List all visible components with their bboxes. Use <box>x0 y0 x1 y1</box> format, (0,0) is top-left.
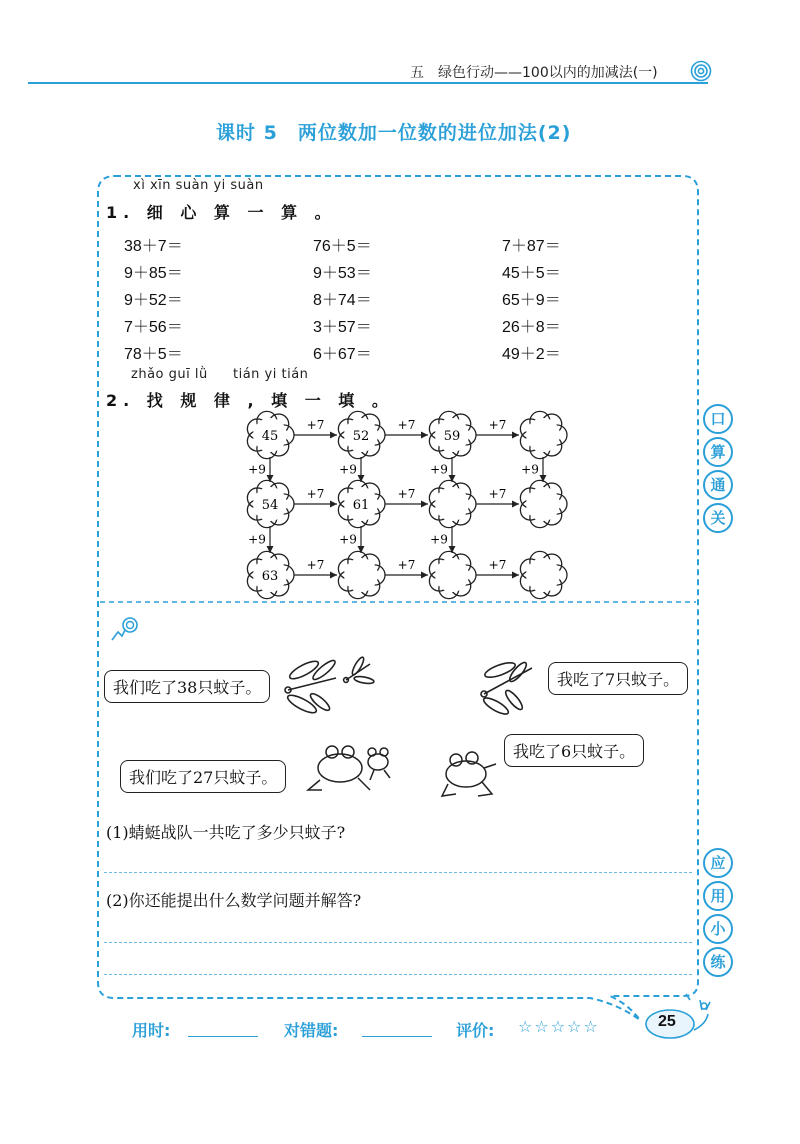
answer-line[interactable] <box>104 872 692 873</box>
step-label-v: +9 <box>430 462 448 477</box>
equation: 6＋67＝ <box>313 346 372 363</box>
time-label: 用时: <box>132 1021 171 1040</box>
step-arrow-h-head <box>330 572 337 579</box>
answer-line[interactable] <box>104 974 692 975</box>
errors-blank[interactable] <box>362 1036 432 1037</box>
dragonfly-group-icon <box>280 656 380 720</box>
errors-label: 对错题: <box>284 1021 339 1040</box>
frog-group-icon <box>300 740 396 798</box>
step-arrow-h-head <box>512 432 519 439</box>
step-label-v: +9 <box>248 532 266 547</box>
equation: 8＋74＝ <box>313 292 372 309</box>
chapter-header: 五 绿色行动——100以内的加减法(一) <box>410 65 658 81</box>
flower-value: 52 <box>352 429 370 444</box>
step-arrow-h-head <box>421 572 428 579</box>
equation: 7＋56＝ <box>124 319 183 336</box>
step-label-v: +9 <box>248 462 266 477</box>
equation: 38＋7＝ <box>124 238 183 255</box>
side-tab-char: 练 <box>703 947 733 977</box>
rating-stars[interactable]: ☆☆☆☆☆ <box>518 1017 600 1036</box>
equation: 3＋57＝ <box>313 319 372 336</box>
equation: 76＋5＝ <box>313 238 372 255</box>
rating-label: 评价: <box>456 1021 495 1040</box>
flower-cell[interactable] <box>520 411 567 458</box>
page-number: 25 <box>658 1013 676 1030</box>
speech-bubble: 我吃了6只蚊子。 <box>504 734 644 767</box>
flower-cell[interactable] <box>338 551 385 598</box>
section1-pinyin: xì xīn suàn yi suàn <box>133 178 264 193</box>
flower-cell[interactable] <box>520 551 567 598</box>
frog-icon <box>438 748 500 804</box>
question-2: (2)你还能提出什么数学问题并解答? <box>106 891 362 910</box>
step-label-v: +9 <box>521 462 539 477</box>
step-label-h: +7 <box>397 487 416 501</box>
equation: 65＋9＝ <box>502 292 561 309</box>
side-tab-char: 口 <box>703 404 733 434</box>
side-tab-char: 关 <box>703 503 733 533</box>
equation: 78＋5＝ <box>124 346 183 363</box>
time-blank[interactable] <box>188 1036 258 1037</box>
flower-value: 59 <box>443 429 461 444</box>
equation: 45＋5＝ <box>502 265 561 282</box>
equation: 9＋52＝ <box>124 292 183 309</box>
snail-icon <box>640 990 716 1042</box>
equation: 9＋53＝ <box>313 265 372 282</box>
step-label-h: +7 <box>306 558 325 572</box>
section2-pinyin-right: tián yi tián <box>233 367 309 382</box>
flower-value: 61 <box>352 498 370 513</box>
speech-bubble: 我们吃了38只蚊子。 <box>104 670 270 703</box>
side-tab-char: 通 <box>703 470 733 500</box>
step-label-h: +7 <box>306 418 325 432</box>
flower-cell[interactable] <box>520 480 567 527</box>
step-arrow-h-head <box>421 501 428 508</box>
step-arrow-h-head <box>512 501 519 508</box>
step-arrow-h-head <box>330 432 337 439</box>
step-label-h: +7 <box>397 558 416 572</box>
speech-bubble: 我们吃了27只蚊子。 <box>120 760 286 793</box>
step-label-h: +7 <box>488 487 507 501</box>
flower-cell[interactable] <box>429 551 476 598</box>
side-tab-char: 算 <box>703 437 733 467</box>
equation: 26＋8＝ <box>502 319 561 336</box>
step-label-v: +9 <box>430 532 448 547</box>
dragonfly-icon <box>474 656 544 716</box>
side-tab-char: 用 <box>703 881 733 911</box>
equation: 7＋87＝ <box>502 238 561 255</box>
flower-value: 45 <box>261 429 279 444</box>
step-arrow-h-head <box>330 501 337 508</box>
step-label-v: +9 <box>339 532 357 547</box>
step-arrow-h-head <box>512 572 519 579</box>
step-label-h: +7 <box>488 418 507 432</box>
section1-title: 1. 细 心 算 一 算 。 <box>106 203 337 222</box>
step-label-h: +7 <box>397 418 416 432</box>
question-1: (1)蜻蜓战队一共吃了多少只蚊子? <box>106 823 346 842</box>
answer-line[interactable] <box>104 942 692 943</box>
step-label-h: +7 <box>488 558 507 572</box>
step-arrow-h-head <box>421 432 428 439</box>
side-tab-char: 应 <box>703 848 733 878</box>
speech-bubble: 我吃了7只蚊子。 <box>548 662 688 695</box>
flower-cell[interactable] <box>429 480 476 527</box>
flower-value: 54 <box>261 498 279 513</box>
section2-title: 2. 找 规 律 , 填 一 填 。 <box>106 391 394 410</box>
equation: 49＋2＝ <box>502 346 561 363</box>
step-label-v: +9 <box>339 462 357 477</box>
chart-pen-icon <box>108 614 142 644</box>
flower-value: 63 <box>261 569 279 584</box>
section2-pinyin-left: zhǎo guī lǜ <box>131 367 208 382</box>
step-label-h: +7 <box>306 487 325 501</box>
side-tab-char: 小 <box>703 914 733 944</box>
lesson-title: 课时 5 两位数加一位数的进位加法(2) <box>216 122 572 144</box>
equation: 9＋85＝ <box>124 265 183 282</box>
